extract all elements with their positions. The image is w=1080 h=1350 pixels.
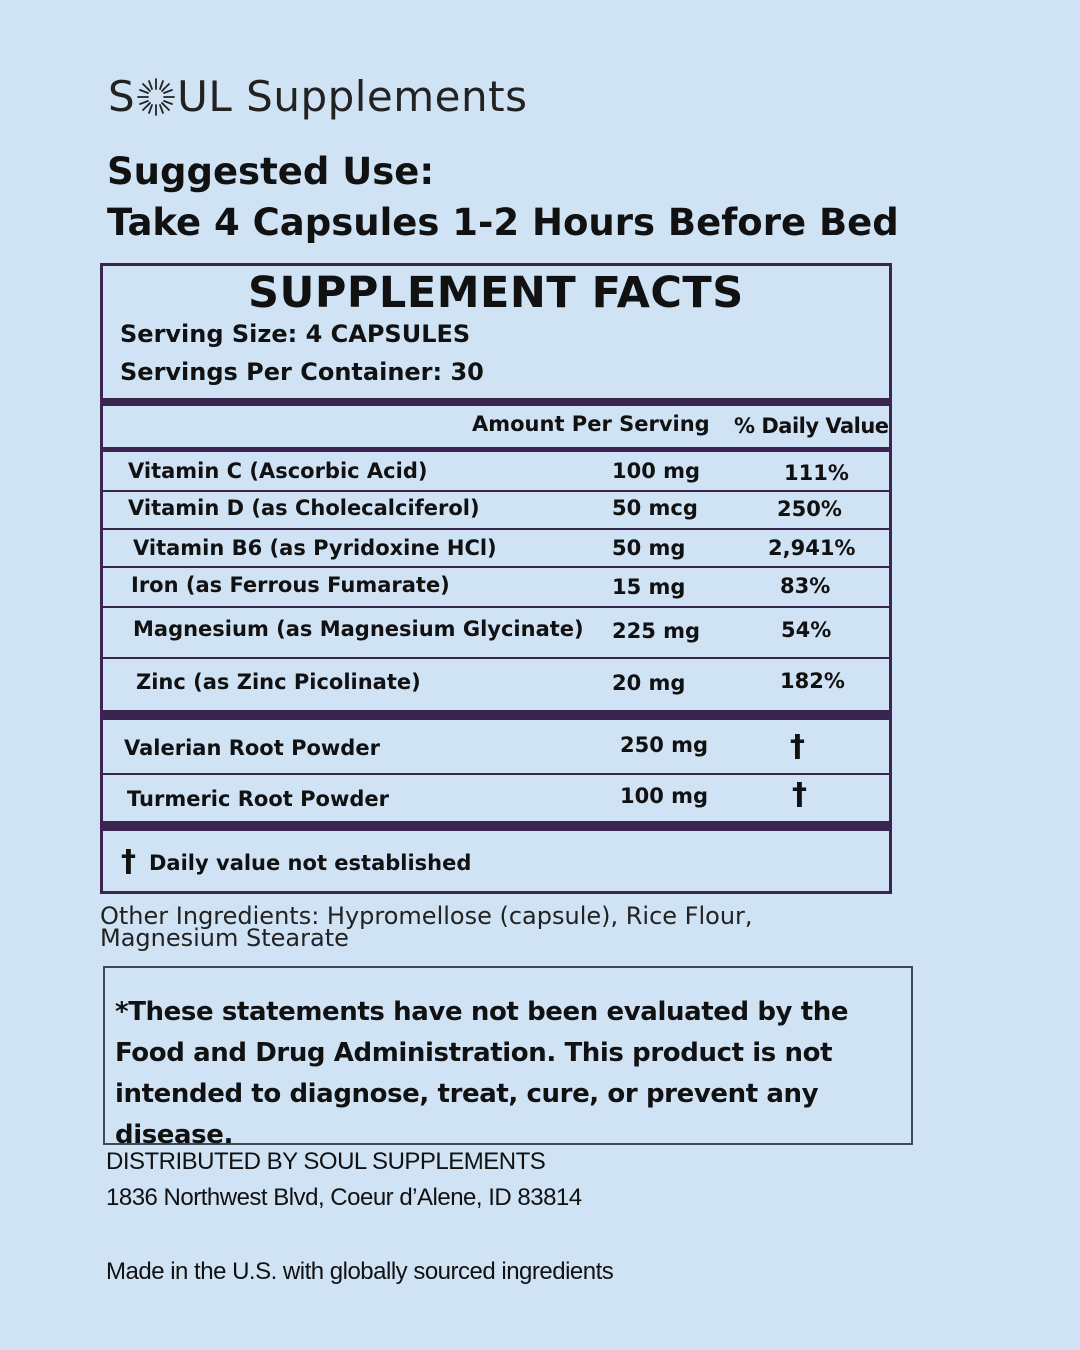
other-ingredients <box>100 902 753 952</box>
dagger-icon: † <box>792 777 807 812</box>
nutrient-name: Magnesium (as Magnesium Glycinate) <box>133 617 584 641</box>
herb-name: Valerian Root Powder <box>124 736 380 760</box>
nutrient-name: Vitamin D (as Cholecalciferol) <box>128 496 480 520</box>
nutrient-daily-value: 111% <box>784 461 849 485</box>
herb-amount: 250 mg <box>620 733 709 757</box>
distributor-name: DISTRIBUTED BY SOUL SUPPLEMENTS <box>106 1148 546 1175</box>
row-divider <box>103 657 889 659</box>
row-divider <box>103 566 889 568</box>
nutrient-daily-value: 182% <box>780 669 845 693</box>
nutrient-daily-value: 250% <box>777 497 842 521</box>
sun-icon <box>136 77 176 117</box>
other-ingredients-line: Other Ingredients: Hypromellose (capsule), Rice Flour, <box>100 902 753 930</box>
fda-disclaimer-box <box>103 966 913 1150</box>
column-header-daily-value: % Daily Value <box>734 414 889 438</box>
nutrient-name: Vitamin C (Ascorbic Acid) <box>128 459 428 483</box>
column-header-amount: Amount Per Serving <box>472 412 710 436</box>
serving-size: Serving Size: 4 CAPSULES <box>120 320 471 348</box>
row-divider <box>103 490 889 492</box>
herb-name: Turmeric Root Powder <box>127 787 389 811</box>
nutrient-daily-value: 54% <box>781 618 832 642</box>
nutrient-name: Iron (as Ferrous Fumarate) <box>131 573 450 597</box>
row-divider <box>103 606 889 608</box>
facts-title: SUPPLEMENT FACTS <box>248 268 744 318</box>
nutrient-daily-value: 83% <box>780 574 831 598</box>
row-divider <box>103 773 889 775</box>
nutrient-daily-value: 2,941% <box>768 536 856 560</box>
nutrient-name: Vitamin B6 (as Pyridoxine HCl) <box>133 536 497 560</box>
supplement-facts-panel <box>100 263 892 894</box>
brand-suffix: UL Supplements <box>177 72 528 121</box>
herb-amount: 100 mg <box>620 784 709 808</box>
dagger-icon: † <box>121 844 136 879</box>
fda-disclaimer-text: *These statements have not been evaluated by the Food and Drug Administration. This product is not intended to diagnose, treat, cure, or prevent any disease. <box>115 997 849 1150</box>
servings-per-container: Servings Per Container: 30 <box>120 358 484 386</box>
divider-bar <box>103 447 889 452</box>
brand-prefix: S <box>108 72 136 121</box>
nutrient-amount: 100 mg <box>612 459 701 483</box>
nutrient-amount: 15 mg <box>612 575 686 599</box>
distributor-address: 1836 Northwest Blvd, Coeur d’Alene, ID 83814 <box>106 1184 582 1211</box>
nutrient-amount: 50 mg <box>612 536 686 560</box>
made-in-statement: Made in the U.S. with globally sourced ingredients <box>106 1258 614 1285</box>
brand-logo <box>108 72 528 121</box>
divider-bar <box>103 821 889 831</box>
divider-bar <box>103 398 889 406</box>
footnote-text: Daily value not established <box>149 851 472 875</box>
suggested-use <box>107 146 899 248</box>
nutrient-amount: 225 mg <box>612 619 701 643</box>
nutrient-name: Zinc (as Zinc Picolinate) <box>136 670 421 694</box>
dagger-icon: † <box>790 729 805 764</box>
nutrient-amount: 20 mg <box>612 671 686 695</box>
suggested-use-instruction: Take 4 Capsules 1-2 Hours Before Bed <box>107 201 899 244</box>
nutrient-amount: 50 mcg <box>612 496 698 520</box>
suggested-use-heading: Suggested Use: <box>107 150 435 193</box>
divider-bar <box>103 710 889 720</box>
row-divider <box>103 528 889 530</box>
other-ingredients-line: Magnesium Stearate <box>100 924 349 952</box>
